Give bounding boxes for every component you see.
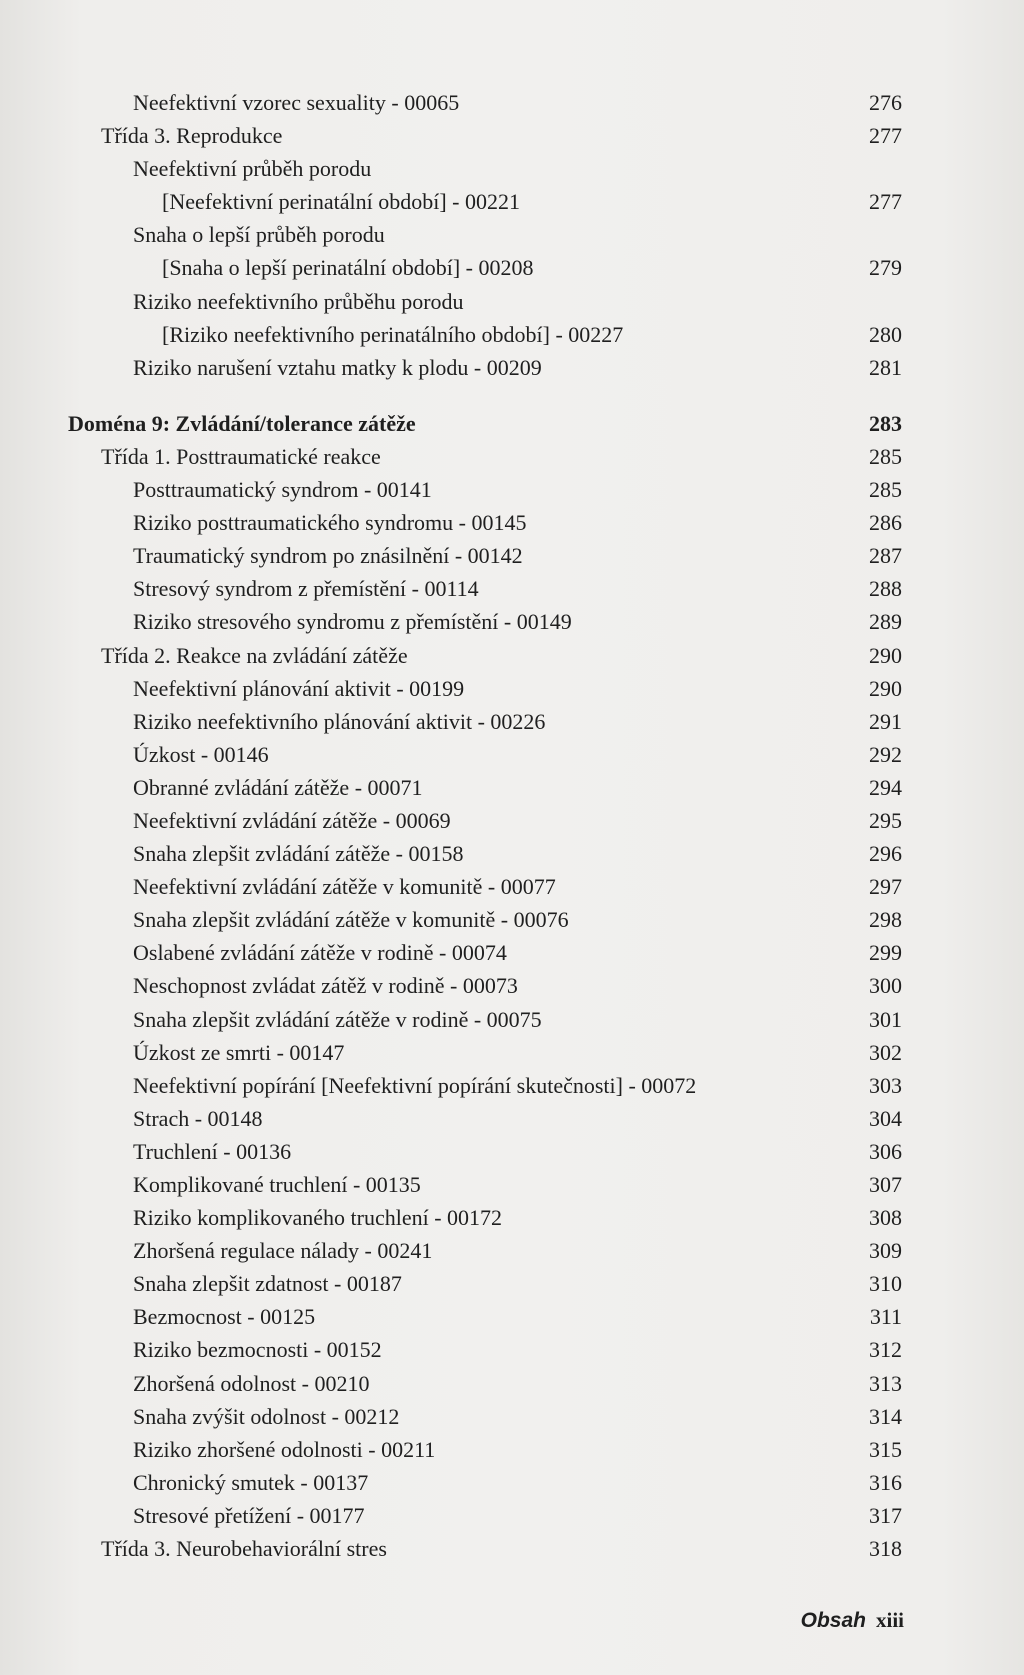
toc-entry-sub [0, 185, 1024, 218]
toc-entry-label: Úzkost ze smrti - 00147 [133, 1039, 345, 1065]
toc-entry-label: Riziko bezmocnosti - 00152 [133, 1337, 382, 1363]
toc-entry-item [0, 1102, 1024, 1135]
toc-entry-label: Snaha zlepšit zvládání zátěže - 00158 [133, 841, 464, 867]
toc-entry-page: 302 [869, 1039, 902, 1065]
toc-entry-page: 291 [869, 708, 902, 734]
toc-entry-item [0, 870, 1024, 903]
toc-entry-item [0, 539, 1024, 572]
toc-entry-item [0, 1433, 1024, 1466]
toc-entry-item [0, 218, 1024, 251]
toc-entry-label: Bezmocnost - 00125 [133, 1304, 316, 1330]
toc-entry-item [0, 804, 1024, 837]
toc-entry-page: 318 [869, 1536, 902, 1562]
toc-entry-label: Zhoršená regulace nálady - 00241 [133, 1238, 433, 1264]
toc-entry-label: Riziko komplikovaného truchlení - 00172 [133, 1205, 503, 1231]
toc-entry-page: 313 [869, 1370, 902, 1396]
toc-entry-item [0, 1201, 1024, 1234]
toc-entry-page: 294 [869, 774, 902, 800]
toc-entry-label: Snaha zvýšit odolnost - 00212 [133, 1403, 400, 1429]
toc-entry-page: 296 [869, 841, 902, 867]
toc-entry-page: 288 [869, 576, 902, 602]
toc-entry-item [0, 1036, 1024, 1069]
toc-entry-item [0, 506, 1024, 539]
toc-entry-page: 307 [869, 1172, 902, 1197]
toc-entry-item [0, 1003, 1024, 1036]
toc-entry-page: 295 [869, 807, 902, 833]
toc-entry-label: [Neefektivní perinatální období] - 00221 [162, 189, 521, 215]
toc-entry-page: 276 [869, 90, 902, 115]
toc-entry-label: Chronický smutek - 00137 [133, 1469, 369, 1495]
toc-entry-page: 309 [869, 1238, 902, 1264]
toc-entry-page: 279 [869, 255, 902, 281]
toc-entry-label: Stresový syndrom z přemístění - 00114 [133, 576, 479, 602]
toc-entry-item [0, 969, 1024, 1002]
toc-entry-label: Riziko zhoršené odolnosti - 00211 [133, 1436, 436, 1462]
toc-entry-page: 303 [869, 1072, 902, 1098]
toc-entry-page: 316 [869, 1469, 902, 1495]
toc-entry-item [0, 86, 1024, 119]
toc-entry-label: Riziko neefektivního plánování aktivit - 00226 [133, 708, 546, 734]
toc-entry-item [0, 936, 1024, 969]
toc-entry-item [0, 1333, 1024, 1366]
toc-entry-label: Oslabené zvládání zátěže v rodině - 00074 [133, 940, 507, 966]
toc-entry-page: 277 [869, 189, 902, 215]
toc-entry-label: Snaha zlepšit zvládání zátěže v rodině - 00075 [133, 1006, 542, 1032]
toc-entry-page: 277 [869, 123, 902, 149]
toc-entry-label: Snaha zlepšit zvládání zátěže v komunitě - 00076 [133, 907, 569, 933]
toc-entry-sub [0, 251, 1024, 284]
toc-entry-label: Třída 3. Reprodukce [101, 123, 283, 149]
toc-entry-label: Riziko stresového syndromu z přemístění - 00149 [133, 609, 572, 635]
toc-entry-label: Truchlení - 00136 [133, 1138, 292, 1164]
toc-entry-item [0, 738, 1024, 771]
toc-entry-item [0, 473, 1024, 506]
toc-entry-item [0, 1069, 1024, 1102]
toc-entry-item [0, 837, 1024, 870]
toc-entry-label: Snaha o lepší průběh porodu [133, 222, 385, 248]
toc-entry-page: 306 [869, 1138, 902, 1164]
toc-entry-item [0, 1234, 1024, 1267]
toc-entry-page: 285 [869, 477, 902, 503]
toc-entry-page: 310 [869, 1271, 902, 1297]
toc-entry-label: Traumatický syndrom po znásilnění - 00142 [133, 543, 523, 569]
toc-entry-item [0, 771, 1024, 804]
toc-entry-label: Riziko neefektivního průběhu porodu [133, 288, 464, 314]
toc-entry-label: [Riziko neefektivního perinatálního období] - 00227 [162, 321, 624, 347]
toc-entry-label: Riziko posttraumatického syndromu - 00145 [133, 510, 527, 536]
toc-entry-class [0, 1532, 1024, 1565]
toc-entry-item [0, 285, 1024, 318]
toc-entry-page: 290 [869, 642, 902, 668]
toc-entry-sub [0, 318, 1024, 351]
toc-entry-label: Snaha zlepšit zdatnost - 00187 [133, 1271, 402, 1297]
toc-entry-item [0, 605, 1024, 638]
toc-entry-page: 287 [869, 543, 902, 569]
toc-entry-label: Riziko narušení vztahu matky k plodu - 00209 [133, 354, 542, 380]
toc-entry-label: Neefektivní plánování aktivit - 00199 [133, 675, 465, 701]
toc-entry-class [0, 440, 1024, 473]
toc-entry-page: 285 [869, 443, 902, 469]
toc-entry-class [0, 639, 1024, 672]
toc-entry-item [0, 1135, 1024, 1168]
toc-entry-item [0, 1499, 1024, 1532]
toc-entry-page: 300 [869, 973, 902, 999]
footer-section-title: Obsah [800, 1609, 866, 1632]
toc-entry-item [0, 1466, 1024, 1499]
toc-entry-label: [Snaha o lepší perinatální období] - 00208 [162, 255, 534, 281]
toc-entry-domain [0, 407, 1024, 440]
toc-entry-page: 286 [869, 510, 902, 536]
toc-entry-page: 281 [869, 354, 902, 380]
toc-entry-item [0, 1400, 1024, 1433]
toc-entry-label: Neefektivní popírání [Neefektivní popírání skutečnosti] - 00072 [133, 1072, 697, 1098]
toc-entry-label: Třída 1. Posttraumatické reakce [101, 443, 381, 469]
toc-entry-page: 292 [869, 741, 902, 767]
toc-entry-page: 312 [869, 1337, 902, 1363]
toc-entry-page: 289 [869, 609, 902, 635]
toc-entry-item [0, 152, 1024, 185]
toc-entry-label: Komplikované truchlení - 00135 [133, 1172, 421, 1197]
toc-entry-page: 315 [869, 1436, 902, 1462]
page-footer [801, 1608, 904, 1633]
toc-entry-label: Neschopnost zvládat zátěž v rodině - 00073 [133, 973, 518, 999]
toc-entry-item [0, 903, 1024, 936]
toc-entry-label: Třída 3. Neurobehaviorální stres [101, 1536, 387, 1562]
toc-entry-item [0, 672, 1024, 705]
toc-entry-item [0, 1267, 1024, 1300]
toc-entry-page: 301 [869, 1006, 902, 1032]
toc-entry-label: Úzkost - 00146 [133, 741, 269, 767]
footer-page-number: xiii [875, 1608, 904, 1632]
toc-entry-item [0, 351, 1024, 384]
toc-entry-label: Neefektivní zvládání zátěže - 00069 [133, 807, 451, 833]
section-gap [0, 384, 1024, 407]
toc-entry-item [0, 1168, 1024, 1201]
toc-entry-page: 290 [869, 675, 902, 701]
toc-entry-page: 297 [869, 874, 902, 900]
toc-entry-label: Obranné zvládání zátěže - 00071 [133, 774, 423, 800]
toc-entry-label: Stresové přetížení - 00177 [133, 1502, 365, 1528]
toc-entry-label: Zhoršená odolnost - 00210 [133, 1370, 370, 1396]
toc-entry-label: Posttraumatický syndrom - 00141 [133, 477, 432, 503]
toc-entry-item [0, 705, 1024, 738]
toc-entry-label: Neefektivní zvládání zátěže v komunitě - 00077 [133, 874, 556, 900]
toc-entry-page: 317 [869, 1502, 902, 1528]
table-of-contents [0, 86, 1024, 1565]
toc-entry-page: 298 [869, 907, 902, 933]
toc-entry-label: Neefektivní vzorec sexuality - 00065 [133, 90, 460, 115]
toc-entry-label: Doména 9: Zvládání/tolerance zátěže [68, 410, 416, 436]
toc-entry-label: Třída 2. Reakce na zvládání zátěže [101, 642, 408, 668]
toc-entry-page: 299 [869, 940, 902, 966]
toc-entry-page: 308 [869, 1205, 902, 1231]
toc-entry-item [0, 1300, 1024, 1333]
toc-entry-page: 283 [869, 410, 902, 436]
toc-entry-page: 314 [869, 1403, 902, 1429]
toc-entry-item [0, 572, 1024, 605]
toc-entry-item [0, 1367, 1024, 1400]
toc-entry-class [0, 119, 1024, 152]
toc-entry-label: Neefektivní průběh porodu [133, 156, 372, 182]
toc-entry-label: Strach - 00148 [133, 1105, 263, 1131]
toc-entry-page: 280 [869, 321, 902, 347]
toc-entry-page: 311 [869, 1304, 902, 1330]
toc-entry-page: 304 [869, 1105, 902, 1131]
